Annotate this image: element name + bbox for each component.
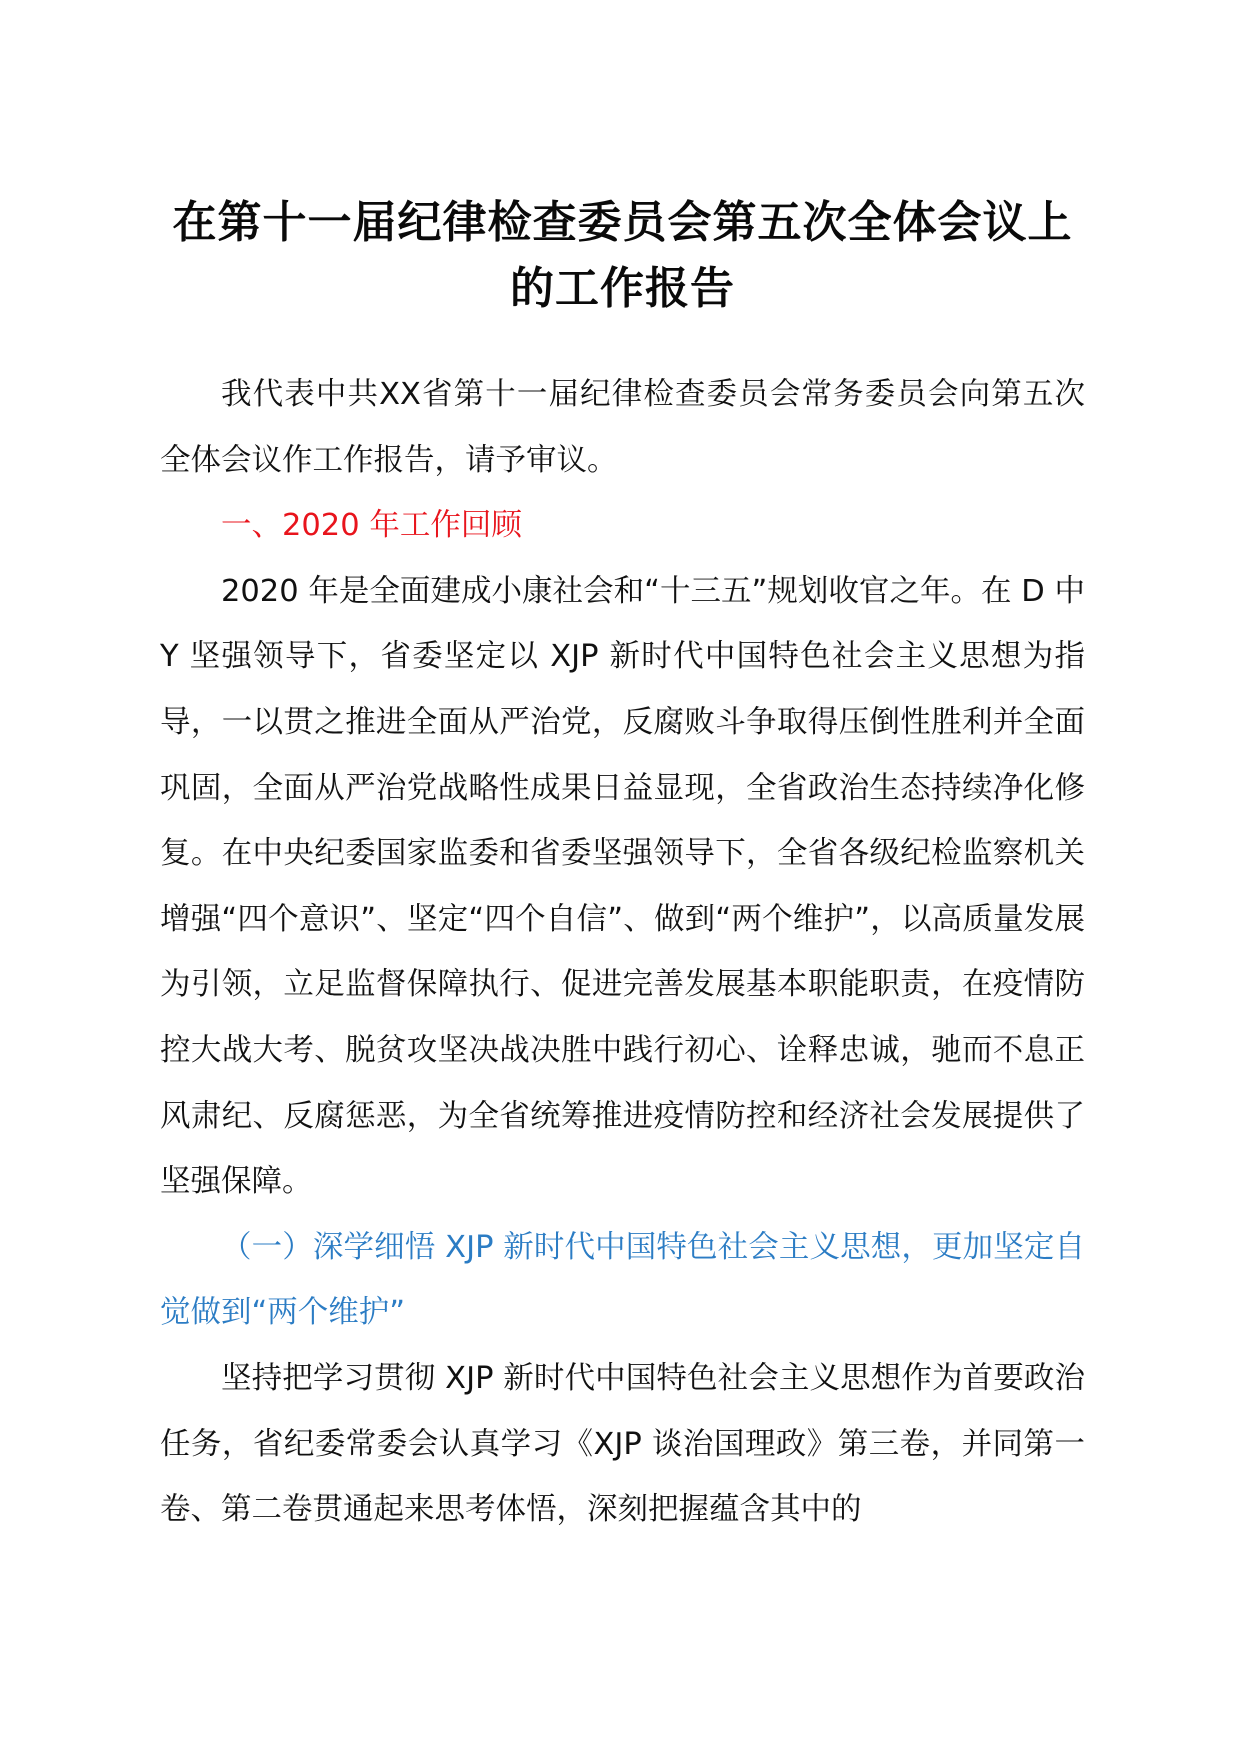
document-body: [160, 362, 1085, 1543]
section-1-paragraph: 2020 年是全面建成小康社会和“十三五”规划收官之年。在 D 中 Y 坚强领导下，省委坚定以 XJP 新时代中国特色社会主义思想为指导，一以贯之推进全面从严治党，反腐败斗争取得压倒性胜利并全面巩固，全面从严治党战略性成果日益显现，全省政治生态持续净化修复。在中央纪委国家监委和省委坚强领导下，全省各级纪检监察机关增强“四个意识”、坚定“四个自信”、做到“两个维护”，以高质量发展为引领，立足监督保障执行、促进完善发展基本职能职责，在疫情防控大战大考、脱贫攻坚决战决胜中践行初心、诠释忠诚，驰而不息正风肃纪、反腐惩恶，为全省统筹推进疫情防控和经济社会发展提供了坚强保障。: [160, 573, 1085, 1200]
intro-paragraph: 我代表中共XX省第十一届纪律检查委员会常务委员会向第五次全体会议作工作报告，请予审议。: [160, 377, 1085, 478]
subsection-heading-1: （一）深学细悟 XJP 新时代中国特色社会主义思想，更加坚定自觉做到“两个维护”: [160, 1229, 1085, 1331]
document-page: [160, 190, 1085, 1543]
section-heading-1: 一、2020 年工作回顾: [221, 508, 522, 544]
document-title: [160, 190, 1085, 322]
title-line-1: 在第十一届纪律检查委员会第五次全体会议上: [172, 197, 1073, 248]
title-line-2: 的工作报告: [510, 263, 735, 314]
subsection-1-paragraph: 坚持把学习贯彻 XJP 新时代中国特色社会主义思想作为首要政治任务，省纪委常委会认真学习《XJP 谈治国理政》第三卷，并同第一卷、第二卷贯通起来思考体悟，深刻把握蕴含其中的: [160, 1360, 1085, 1528]
